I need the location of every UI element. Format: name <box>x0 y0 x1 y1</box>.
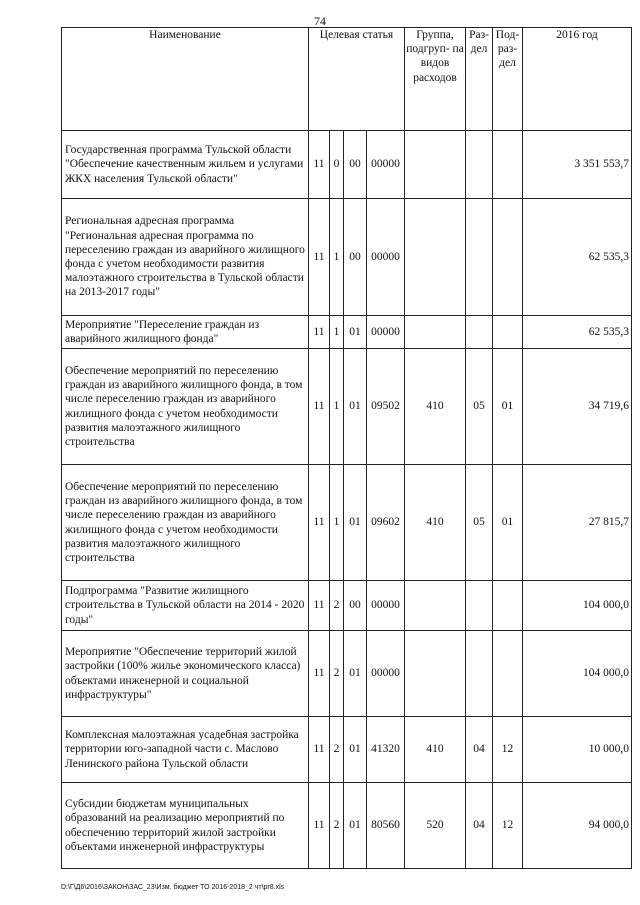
cell-subprogram: 1 <box>330 465 344 581</box>
cell-program: 11 <box>309 316 330 349</box>
table-row <box>62 783 632 869</box>
cell-subsection <box>493 131 523 199</box>
cell-section: 04 <box>466 717 493 783</box>
cell-name: Государственная программа Тульской области "Обеспечение качественным жильем и услугами ЖКХ населения Тульской области" <box>62 131 309 199</box>
cell-section: 05 <box>466 465 493 581</box>
cell-amount: 3 351 553,7 <box>523 131 632 199</box>
cell-group <box>405 316 466 349</box>
cell-direction: 00000 <box>367 199 405 316</box>
file-path-footer: D:\Г\Д6\2016\ЗАКОН\ЗАС_23\Изм. бюджет ТО 2016-2018_2 чт\pr8.xls <box>61 884 285 891</box>
cell-group: 410 <box>405 717 466 783</box>
table-row <box>62 131 632 199</box>
cell-subprogram: 2 <box>330 631 344 717</box>
cell-name: Подпрограмма "Развитие жилищного строительства в Тульской области на 2014 - 2020 годы" <box>62 581 309 631</box>
cell-group <box>405 631 466 717</box>
table-row <box>62 199 632 316</box>
cell-event: 01 <box>344 783 367 869</box>
header-name: Наименование <box>62 28 309 131</box>
cell-name: Субсидии бюджетам муниципальных образований на реализацию мероприятий по обеспечению территорий жилой застройки объектами инженерной инфраструктуры <box>62 783 309 869</box>
cell-group <box>405 581 466 631</box>
cell-section <box>466 199 493 316</box>
cell-program: 11 <box>309 581 330 631</box>
cell-subsection <box>493 316 523 349</box>
cell-event: 01 <box>344 316 367 349</box>
cell-subprogram: 1 <box>330 316 344 349</box>
table-header-row <box>62 28 632 131</box>
cell-event: 01 <box>344 631 367 717</box>
cell-section <box>466 316 493 349</box>
cell-direction: 09602 <box>367 465 405 581</box>
cell-amount: 62 535,3 <box>523 316 632 349</box>
cell-subprogram: 1 <box>330 199 344 316</box>
cell-amount: 94 000,0 <box>523 783 632 869</box>
header-group: Группа, подгруп- па видов расходов <box>405 28 466 131</box>
cell-section <box>466 631 493 717</box>
cell-subprogram: 2 <box>330 783 344 869</box>
cell-subprogram: 1 <box>330 349 344 465</box>
table-row <box>62 349 632 465</box>
cell-program: 11 <box>309 465 330 581</box>
cell-direction: 80560 <box>367 783 405 869</box>
cell-amount: 10 000,0 <box>523 717 632 783</box>
cell-subprogram: 2 <box>330 581 344 631</box>
cell-amount: 104 000,0 <box>523 581 632 631</box>
header-section: Раз- дел <box>466 28 493 131</box>
cell-program: 11 <box>309 349 330 465</box>
cell-group: 410 <box>405 349 466 465</box>
header-year: 2016 год <box>523 28 632 131</box>
cell-subsection: 12 <box>493 717 523 783</box>
cell-subsection: 01 <box>493 465 523 581</box>
cell-program: 11 <box>309 199 330 316</box>
cell-group <box>405 131 466 199</box>
cell-section: 04 <box>466 783 493 869</box>
cell-subsection <box>493 631 523 717</box>
cell-subsection: 01 <box>493 349 523 465</box>
cell-program: 11 <box>309 717 330 783</box>
cell-direction: 00000 <box>367 131 405 199</box>
cell-section: 05 <box>466 349 493 465</box>
cell-direction: 00000 <box>367 581 405 631</box>
cell-direction: 09502 <box>367 349 405 465</box>
header-subsection: Под- раз- дел <box>493 28 523 131</box>
cell-name: Комплексная малоэтажная усадебная застройка территории юго-западной части с. Маслово Ленинского района Тульской области <box>62 717 309 783</box>
cell-event: 00 <box>344 131 367 199</box>
cell-group: 410 <box>405 465 466 581</box>
cell-subprogram: 0 <box>330 131 344 199</box>
budget-table <box>61 27 632 869</box>
cell-name: Обеспечение мероприятий по переселению граждан из аварийного жилищного фонда, в том числе переселению граждан из аварийного жилищного фонда с учетом необходимости развития малоэтажного жилищного строительства <box>62 465 309 581</box>
cell-name: Региональная адресная программа "Региональная адресная программа по переселению граждан из аварийного жилищного фонда с учетом необходимости развития малоэтажного строительства в Тульской области на 2013-2017 годы" <box>62 199 309 316</box>
cell-event: 01 <box>344 349 367 465</box>
cell-name: Обеспечение мероприятий по переселению граждан из аварийного жилищного фонда, в том числе переселению граждан из аварийного жилищного фонда с учетом необходимости развития малоэтажного жилищного строительства <box>62 349 309 465</box>
cell-event: 01 <box>344 465 367 581</box>
cell-name: Мероприятие "Обеспечение территорий жилой застройки (100% жилье экономического класса) объектами инженерной и социальной инфраструктуры" <box>62 631 309 717</box>
table-row <box>62 631 632 717</box>
cell-section <box>466 131 493 199</box>
cell-group: 520 <box>405 783 466 869</box>
cell-direction: 41320 <box>367 717 405 783</box>
cell-subsection <box>493 199 523 316</box>
page-number: 74 <box>314 14 326 28</box>
cell-program: 11 <box>309 631 330 717</box>
cell-event: 00 <box>344 581 367 631</box>
cell-amount: 27 815,7 <box>523 465 632 581</box>
cell-subsection <box>493 581 523 631</box>
cell-name: Мероприятие "Переселение граждан из аварийного жилищного фонда" <box>62 316 309 349</box>
cell-group <box>405 199 466 316</box>
header-target: Целевая статья <box>309 28 405 131</box>
table-row <box>62 581 632 631</box>
table-row <box>62 465 632 581</box>
cell-direction: 00000 <box>367 631 405 717</box>
cell-event: 00 <box>344 199 367 316</box>
cell-amount: 104 000,0 <box>523 631 632 717</box>
table-row <box>62 717 632 783</box>
table-row <box>62 316 632 349</box>
cell-event: 01 <box>344 717 367 783</box>
cell-subsection: 12 <box>493 783 523 869</box>
cell-subprogram: 2 <box>330 717 344 783</box>
cell-program: 11 <box>309 783 330 869</box>
cell-program: 11 <box>309 131 330 199</box>
cell-amount: 34 719,6 <box>523 349 632 465</box>
cell-amount: 62 535,3 <box>523 199 632 316</box>
cell-section <box>466 581 493 631</box>
cell-direction: 00000 <box>367 316 405 349</box>
